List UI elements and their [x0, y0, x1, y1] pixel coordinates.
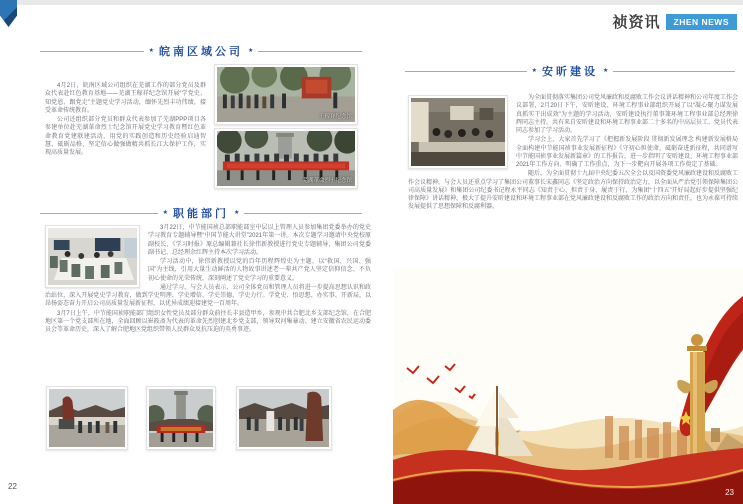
photo-martyrs-banner-group [214, 128, 358, 189]
section-heading-anxin [405, 64, 735, 78]
photo-lecture-meeting [45, 225, 140, 288]
paragraph: 通过学习，与会人员表示，公司全体党员和管理人员将进一步提高思想认识和政治站位，深入开展党史学习教育，做到学史明理、学史增信、学史崇德、学史力行。学党史、悟思想、办实事、开新局，以昂扬姿态奋力开启公司高质量发展新征程，以优异成绩迎接建党一百周年。 [45, 284, 371, 308]
page-number-right: 23 [725, 488, 734, 497]
section-heading-zhineng [40, 206, 362, 220]
star-icon: ★ [531, 68, 537, 74]
magazine-title: 祯资讯 [612, 15, 661, 31]
paragraph: 学习会上，大家首先学习了《把握新发展阶段 贯彻新发展理念 构建新发展格局 全面构建中节能国祯事业发展新征程》《守初心担使命，砥砺奋进新征程，共同谱写中节能国祯事业发展新篇章》的工作报告，进一步指明了安昕建设、环境工程事业部2021年工作方向、明确了工作重点，为下一步靶向开展各项工作奠定了基础。 [516, 137, 739, 169]
heading-rule [40, 51, 144, 52]
wannan-photo-column [214, 64, 358, 189]
magazine-title-en-badge: ZHEN NEWS [666, 14, 738, 30]
paragraph: 3月22日，中节能国祯总部职能部室中层以上管理人员参加集团党委举办的党史学习教育专题辅导暨“中国节能大讲堂”2021年第一讲。本次专题学习邀请中央党校原副校长、《学习时报》原总编辑兼社长徐伟新教授进行党史专题辅导，集团公司党委副书记、总经理余红辉主持本次学习活动。 [148, 225, 371, 256]
section-zhineng-body [45, 224, 371, 335]
star-icon: ★ [234, 210, 240, 216]
star-icon: ★ [162, 210, 168, 216]
photo-caption: 王稼祥纪念馆 [318, 114, 352, 120]
patriotic-collage-art [393, 268, 743, 504]
star-icon: ★ [148, 48, 154, 54]
photo-caption: 芜湖革命烈士纪念馆 [302, 178, 352, 184]
star-icon: ★ [248, 48, 254, 54]
section-title-anxin: 安昕建设 [542, 66, 598, 78]
photo-monument-group [146, 386, 216, 450]
star-icon: ★ [603, 68, 609, 74]
section-title-zhineng: 职能部门 [173, 208, 229, 220]
section-wannan-text [45, 82, 206, 158]
photo-study-meeting [408, 95, 508, 169]
heading-rule [244, 213, 362, 214]
page-number-left: 22 [8, 482, 17, 491]
heading-rule [613, 71, 735, 72]
heading-rule [258, 51, 362, 52]
paragraph: 为全面贯彻落实集团公司党风廉政和反腐败工作会议讲话精神和公司年度工作会议部署，2月20日下午，安昕建设、环境工程事业部组织开展了以“凝心聚力谋发展 真抓实干出成效”为主题的学习活动，安昕建设执行董事兼环境工程事业部总经理徐辉同志主持，共有来自安昕建设和环境工程事业部二十多名的中高层员工、党员代表同志参加了学习活动。 [516, 95, 739, 135]
photo-memorial-park [214, 64, 358, 125]
heading-rule [40, 213, 158, 214]
photo-statue-courtyard [46, 386, 128, 450]
photo-crowd-courtyard [236, 386, 332, 450]
paragraph: 4月2日，皖南区域公司组织在芜湖工作的部分党员及群众代表赴红色教育基地——芜湖王稼祥纪念馆开展“学党史、知党恩、跟党走”主题党史学习活动，缅怀先烈丰功伟绩，接受革命传统教育。 [45, 83, 206, 114]
paragraph: 3月7日上午，中节能国祯职能部门组织女性党员及部分群众前往长丰县造甲乡，参观中共合肥北乡支部纪念馆，在合肥地区第一个党支部所在地，全面回顾以崔筱斋为代表的革命先烈创建北乡党支部，领导双河集暴动、建立安徽省农民运动委员会等革命历史，深入了解合肥地区党组织带领人民群众反抗压迫的英勇事迹。 [45, 310, 371, 334]
scan-edge-strip [0, 0, 743, 5]
masthead [612, 11, 737, 32]
heading-rule [405, 71, 527, 72]
paragraph: 公司还组织部分党员和群众代表参加了芜湖PPP项目各参建单位赴芜湖革命烈士纪念馆开展党史学习教育暨红色革命教育党建联建活动，用党的实践创造和历史经验启迪智慧，砥砺品格，坚定信心做强做精共抓长江大保护工作，实现高质量发展。 [45, 117, 206, 157]
paragraph: 随后，为全面贯彻十九届中央纪委五次全会以及国资委党风廉政建设和反腐败工作会议精神，与会人员还重点学习了集团公司董事长宋鑫同志《坚定政治方向保持政治定力，以全面从严治党引领保障集团公司高质量发展》和集团公司纪委书记程永平同志《知责于心、担责于身、履责于行，为集团“十四五”开好局起好步提供坚强纪律保障》讲话精神，极大了提升安昕建设和环境工程事业部在党风廉政建设和反腐败工作的政治方向和责任，也为永葆可持续发展提供了思想保障和反腐利器。 [408, 171, 739, 211]
section-heading-wannan [40, 44, 362, 58]
section-anxin-body [408, 94, 738, 213]
section-title-wannan: 皖南区域公司 [159, 46, 243, 58]
paragraph: 学习活动中，徐伟新教授以党的百年历程辉煌史为主题，以“救国、兴国、强国”为主线，引用大量生动鲜活的人物故事讲述老一辈共产党人坚定信仰信念、不负初心使命的光荣传统，深刻阐述了党史学习的重要意义。 [148, 259, 371, 282]
corner-ribbon-icon [0, 0, 17, 27]
